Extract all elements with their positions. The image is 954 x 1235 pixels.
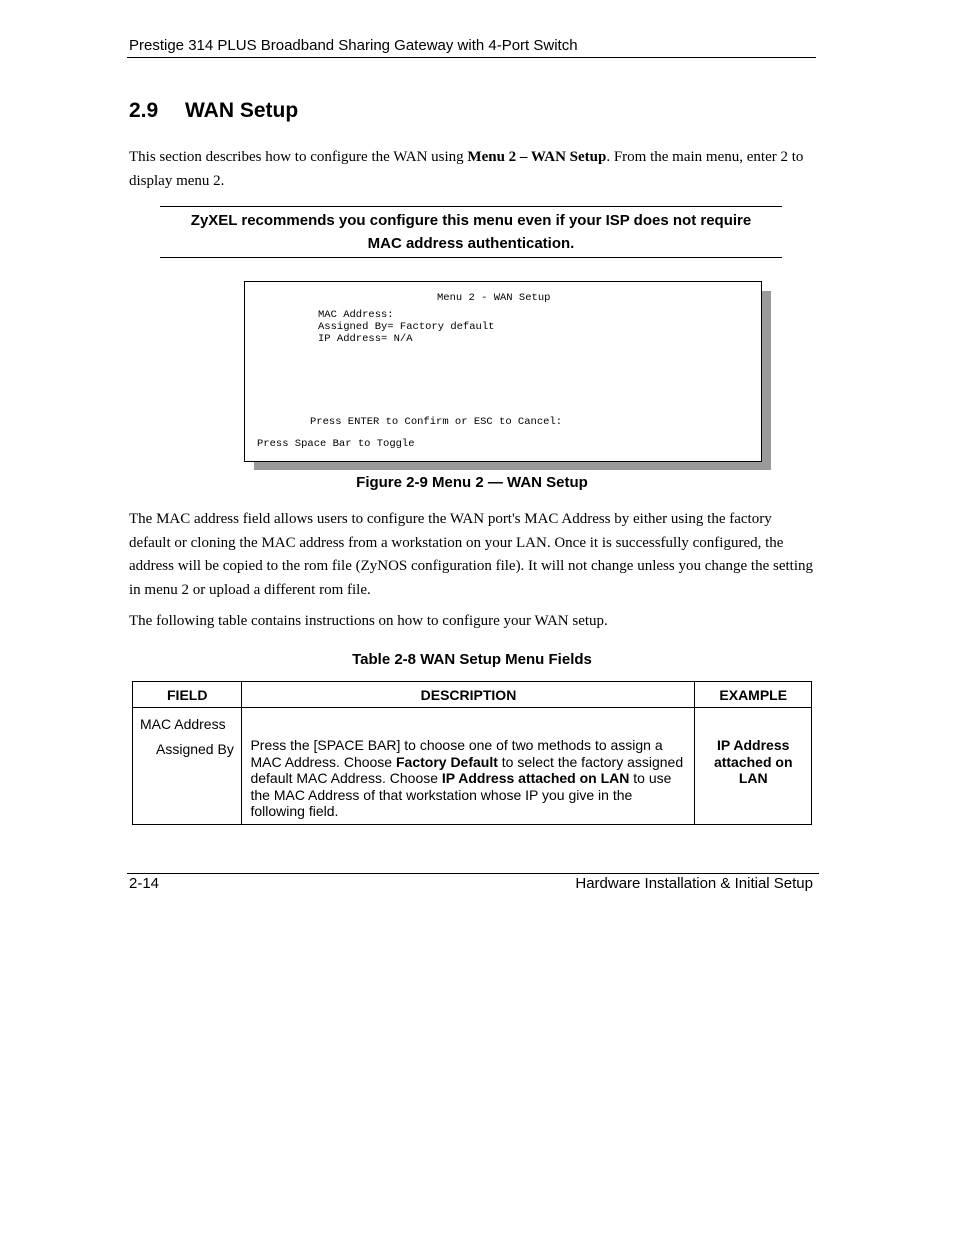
header-divider bbox=[127, 57, 816, 58]
table-intro-paragraph: The following table contains instructions on how to configure your WAN setup. bbox=[129, 613, 608, 629]
terminal-assigned-by: Assigned By= Factory default bbox=[318, 321, 495, 333]
table-header-row bbox=[133, 682, 812, 708]
field-cell bbox=[133, 708, 242, 825]
note-line-1: ZyXEL recommends you configure this menu even if your ISP does not require bbox=[190, 212, 752, 229]
terminal-ip-address: IP Address= N/A bbox=[318, 333, 413, 345]
section-title: WAN Setup bbox=[185, 99, 299, 122]
chapter-title: Hardware Installation & Initial Setup bbox=[575, 875, 813, 892]
intro-text-end: . From the main menu, enter 2 to display menu 2. bbox=[129, 149, 804, 189]
running-header: Prestige 314 PLUS Broadband Sharing Gateway with 4-Port Switch bbox=[129, 37, 578, 54]
example-line-2: attached on bbox=[713, 753, 793, 770]
desc-bold-ip-address: IP Address attached on LAN bbox=[441, 770, 630, 786]
terminal-title: Menu 2 - WAN Setup bbox=[437, 292, 551, 304]
table-caption: Table 2-8 WAN Setup Menu Fields bbox=[352, 651, 592, 668]
mac-paragraph: The MAC address field allows users to configure the WAN port's MAC Address by either using the factory default or cloning the MAC address from a workstation on your LAN. Once it is successfully configured, the address will be copied to the rom file (ZyNOS configuration file). It will not change unless you change the setting in menu 2 or upload a different rom file. bbox=[129, 511, 813, 598]
note-line-2: MAC address authentication. bbox=[367, 235, 575, 252]
header-description: DESCRIPTION bbox=[242, 682, 695, 708]
terminal-screen bbox=[244, 281, 762, 462]
figure-caption: Figure 2-9 Menu 2 — WAN Setup bbox=[356, 474, 588, 491]
note-top-rule bbox=[160, 206, 782, 207]
description-cell bbox=[242, 708, 695, 825]
desc-bold-factory-default: Factory Default bbox=[395, 753, 498, 770]
header-example: EXAMPLE bbox=[695, 682, 812, 708]
note-bottom-rule bbox=[160, 257, 782, 258]
terminal-toggle-hint: Press Space Bar to Toggle bbox=[257, 438, 415, 450]
wan-setup-fields-table bbox=[132, 681, 812, 825]
footer-divider bbox=[127, 873, 819, 874]
example-line-3: LAN bbox=[738, 770, 768, 786]
example-line-1: IP Address bbox=[717, 737, 790, 753]
note-box bbox=[160, 209, 782, 255]
intro-menu-reference: Menu 2 – WAN Setup bbox=[467, 149, 607, 165]
field-main-label: MAC Address bbox=[140, 716, 226, 732]
desc-part-1: Press the [SPACE BAR] to choose one of two methods to assign a MAC Address. Choose bbox=[250, 737, 663, 770]
terminal-confirm-prompt: Press ENTER to Confirm or ESC to Cancel: bbox=[310, 416, 563, 428]
table-row bbox=[133, 708, 812, 825]
intro-paragraph bbox=[129, 146, 813, 193]
field-sub-label: Assigned By bbox=[156, 741, 234, 757]
desc-part-3: to use the MAC Address of that workstation whose IP you give in the following field. bbox=[250, 770, 672, 819]
terminal-mac-address: MAC Address: bbox=[318, 309, 394, 321]
section-number: 2.9 bbox=[129, 99, 159, 122]
desc-part-2: to select the factory assigned default MAC Address. Choose bbox=[250, 753, 684, 786]
page-number: 2-14 bbox=[129, 875, 160, 892]
section-heading bbox=[129, 99, 298, 123]
header-field: FIELD bbox=[133, 682, 242, 708]
example-cell bbox=[695, 708, 812, 825]
intro-text-start: This section describes how to configure the WAN using bbox=[129, 149, 468, 165]
